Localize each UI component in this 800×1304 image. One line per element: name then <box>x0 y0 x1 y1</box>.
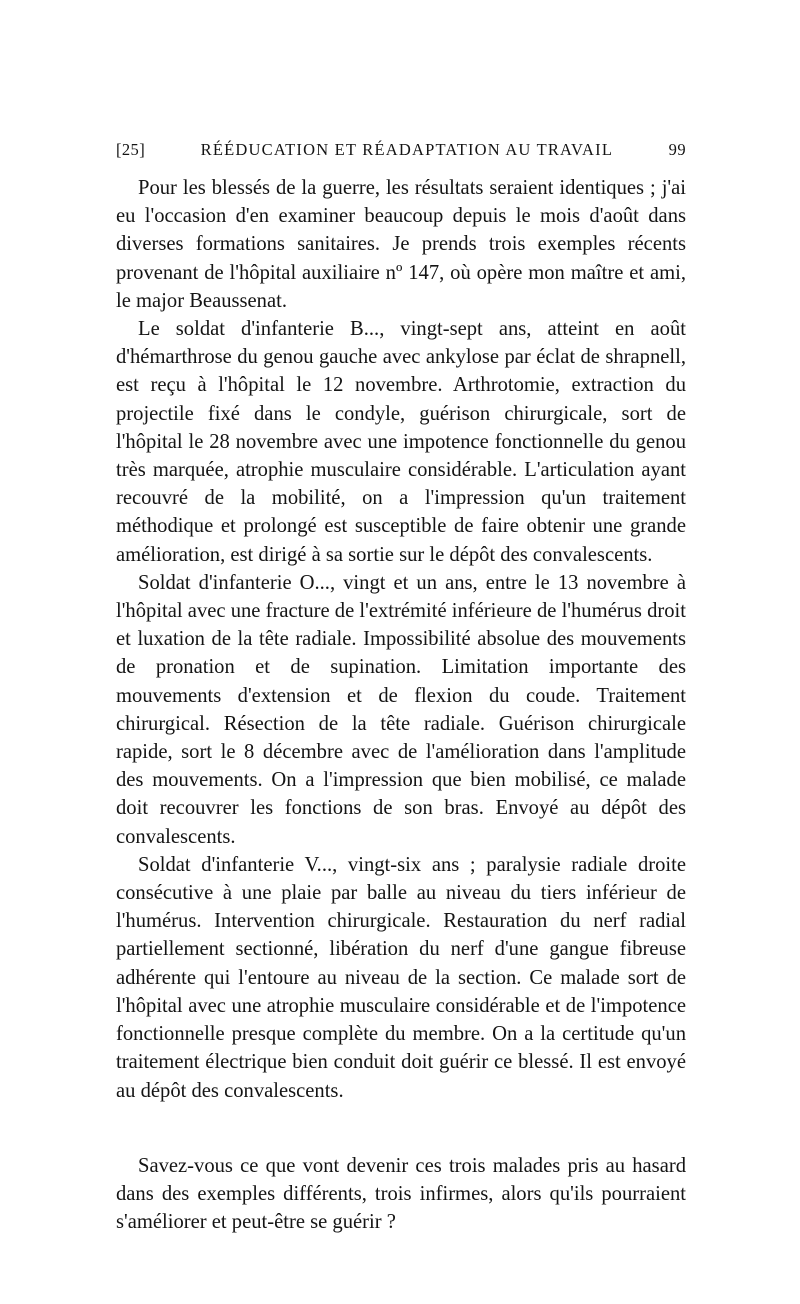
section-number: [25] <box>116 140 146 159</box>
paragraph-intro: Pour les blessés de la guerre, les résultats seraient identiques ; j'ai eu l'occasion d'en examiner beaucoup depuis le mois d'août dans diverses formations sanitaires. Je prends trois exemples récents provenant de l'hôpital auxiliaire nº 147, où opère mon maître et ami, le major Beaussenat. <box>116 177 686 312</box>
body-text <box>116 174 686 1236</box>
paragraph-case-v: Soldat d'infanterie V..., vingt-six ans ; paralysie radiale droite consécutive à une plaie par balle au niveau du tiers inférieur de l'humérus. Intervention chirurgicale. Restauration du nerf radial partiellement sectionné, libération du nerf d'une gangue fibreuse adhérente qui l'entoure au niveau de la section. Ce malade sort de l'hôpital avec une atrophie musculaire considérable et de l'impotence fonctionnelle presque complète du membre. On a la certitude qu'un traitement électrique bien conduit doit guérir ce blessé. Il est envoyé au dépôt des convalescents. <box>116 853 686 1102</box>
running-head <box>116 140 686 174</box>
chapter-title: RÉÉDUCATION ET RÉADAPTATION AU TRAVAIL <box>200 140 614 159</box>
book-page <box>116 140 686 1236</box>
paragraph-closing: Savez-vous ce que vont devenir ces trois malades pris au hasard dans des exemples différents, trois infirmes, alors qu'ils pourraient s'améliorer et peut-être se guérir ? <box>116 1154 686 1234</box>
paragraph-case-o: Soldat d'infanterie O..., vingt et un ans, entre le 13 novembre à l'hôpital avec une fracture de l'extrémité inférieure de l'humérus droit et luxation de la tête radiale. Impossibilité absolue des mouvements de pronation et de supination. Limitation importante des mouvements d'extension et de flexion du coude. Traitement chirurgical. Résection de la tête radiale. Guérison chirurgicale rapide, sort le 8 décembre avec de l'amélioration dans l'amplitude des mouvements. On a l'impression que bien mobilisé, ce malade doit recouvrer les fonctions de son bras. Envoyé au dépôt des convalescents. <box>116 571 686 848</box>
page-number: 99 <box>668 140 686 159</box>
paragraph-case-b: Le soldat d'infanterie B..., vingt-sept ans, atteint en août d'hémarthrose du genou gauche avec ankylose par éclat de shrapnell, est reçu à l'hôpital le 12 novembre. Arthrotomie, extraction du projectile fixé dans le condyle, guérison chirurgicale, sort de l'hôpital le 28 novembre avec une impotence fonctionnelle du genou très marquée, atrophie musculaire considérable. L'articulation ayant recouvré de la mobilité, on a l'impression qu'un traitement méthodique et prolongé est susceptible de faire obtenir une grande amélioration, est dirigé à sa sortie sur le dépôt des convalescents. <box>116 318 686 566</box>
